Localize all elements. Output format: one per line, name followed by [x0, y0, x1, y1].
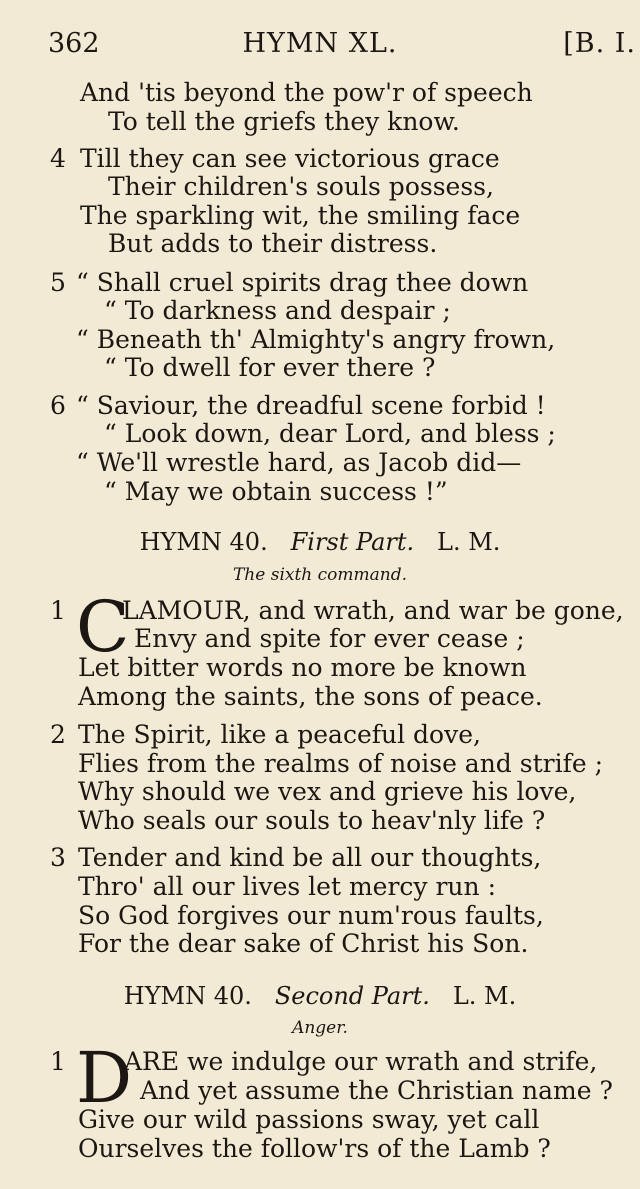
hymn-heading [0, 528, 640, 556]
verse-number: 5 [50, 268, 66, 297]
hymn-subtitle: The sixth command. [232, 565, 408, 585]
verse-line: The sparkling wit, the smiling face [80, 201, 521, 230]
hymn-meter: L. M. [437, 528, 501, 556]
drop-cap: D [76, 1037, 133, 1119]
verse-line: So God forgives our num'rous faults, [78, 901, 544, 930]
verse-number: 6 [50, 391, 66, 420]
verse-line: And 'tis beyond the pow'r of speech [80, 78, 533, 107]
verse-line: Ourselves the follow'rs of the Lamb ? [78, 1134, 551, 1163]
verse-line: And yet assume the Christian name ? [140, 1076, 613, 1105]
verse-line: “ Beneath th' Almighty's angry frown, [76, 325, 556, 354]
verse-line: Flies from the realms of noise and strife ; [78, 749, 603, 778]
hymn-part: First Part. [290, 528, 415, 556]
verse-line: LAMOUR, and wrath, and war be gone, [122, 596, 624, 625]
hymn-number: HYMN 40. [139, 528, 268, 556]
verse-line: But adds to their distress. [108, 229, 438, 258]
hymn-part: Second Part. [274, 982, 430, 1010]
verse-line: “ To dwell for ever there ? [104, 353, 436, 382]
verse-line: “ We'll wrestle hard, as Jacob did— [76, 448, 522, 477]
verse-line: ARE we indulge our wrath and strife, [124, 1047, 598, 1076]
page-number: 362 [48, 28, 100, 59]
hymn-heading [0, 982, 640, 1010]
verse-line: Let bitter words no more be known [78, 653, 527, 682]
verse-line: “ Look down, dear Lord, and bless ; [104, 419, 556, 448]
verse-line: For the dear sake of Christ his Son. [78, 929, 529, 958]
page-header [0, 28, 640, 68]
verse-line: “ Shall cruel spirits drag thee down [76, 268, 529, 297]
hymn-number: HYMN 40. [123, 982, 252, 1010]
verse-line: Tender and kind be all our thoughts, [78, 843, 542, 872]
verse-line: Why should we vex and grieve his love, [78, 777, 577, 806]
verse-number: 4 [50, 144, 66, 173]
verse-line: Who seals our souls to heav'nly life ? [78, 806, 546, 835]
verse-number: 3 [50, 843, 66, 872]
verse-number: 2 [50, 720, 66, 749]
verse-line: “ To darkness and despair ; [104, 296, 451, 325]
verse-line: To tell the griefs they know. [108, 107, 460, 136]
hymn-subtitle: Anger. [292, 1018, 348, 1038]
verse-line: Their children's souls possess, [108, 172, 494, 201]
verse-line: Thro' all our lives let mercy run : [78, 872, 497, 901]
verse-number: 1 [50, 596, 66, 625]
verse-line: Till they can see victorious grace [80, 144, 500, 173]
verse-line: The Spirit, like a peaceful dove, [78, 720, 481, 749]
verse-line: Envy and spite for ever cease ; [134, 624, 525, 653]
verse-line: “ Saviour, the dreadful scene forbid ! [76, 391, 546, 420]
verse-line: Give our wild passions sway, yet call [78, 1105, 540, 1134]
book-marker: [B. I. [563, 28, 636, 59]
drop-cap: C [76, 586, 130, 668]
verse-number: 1 [50, 1047, 66, 1076]
running-title: HYMN XL. [242, 28, 398, 59]
verse-line: Among the saints, the sons of peace. [78, 682, 543, 711]
hymn-meter: L. M. [452, 982, 517, 1010]
verse-line: “ May we obtain success !” [104, 477, 448, 506]
